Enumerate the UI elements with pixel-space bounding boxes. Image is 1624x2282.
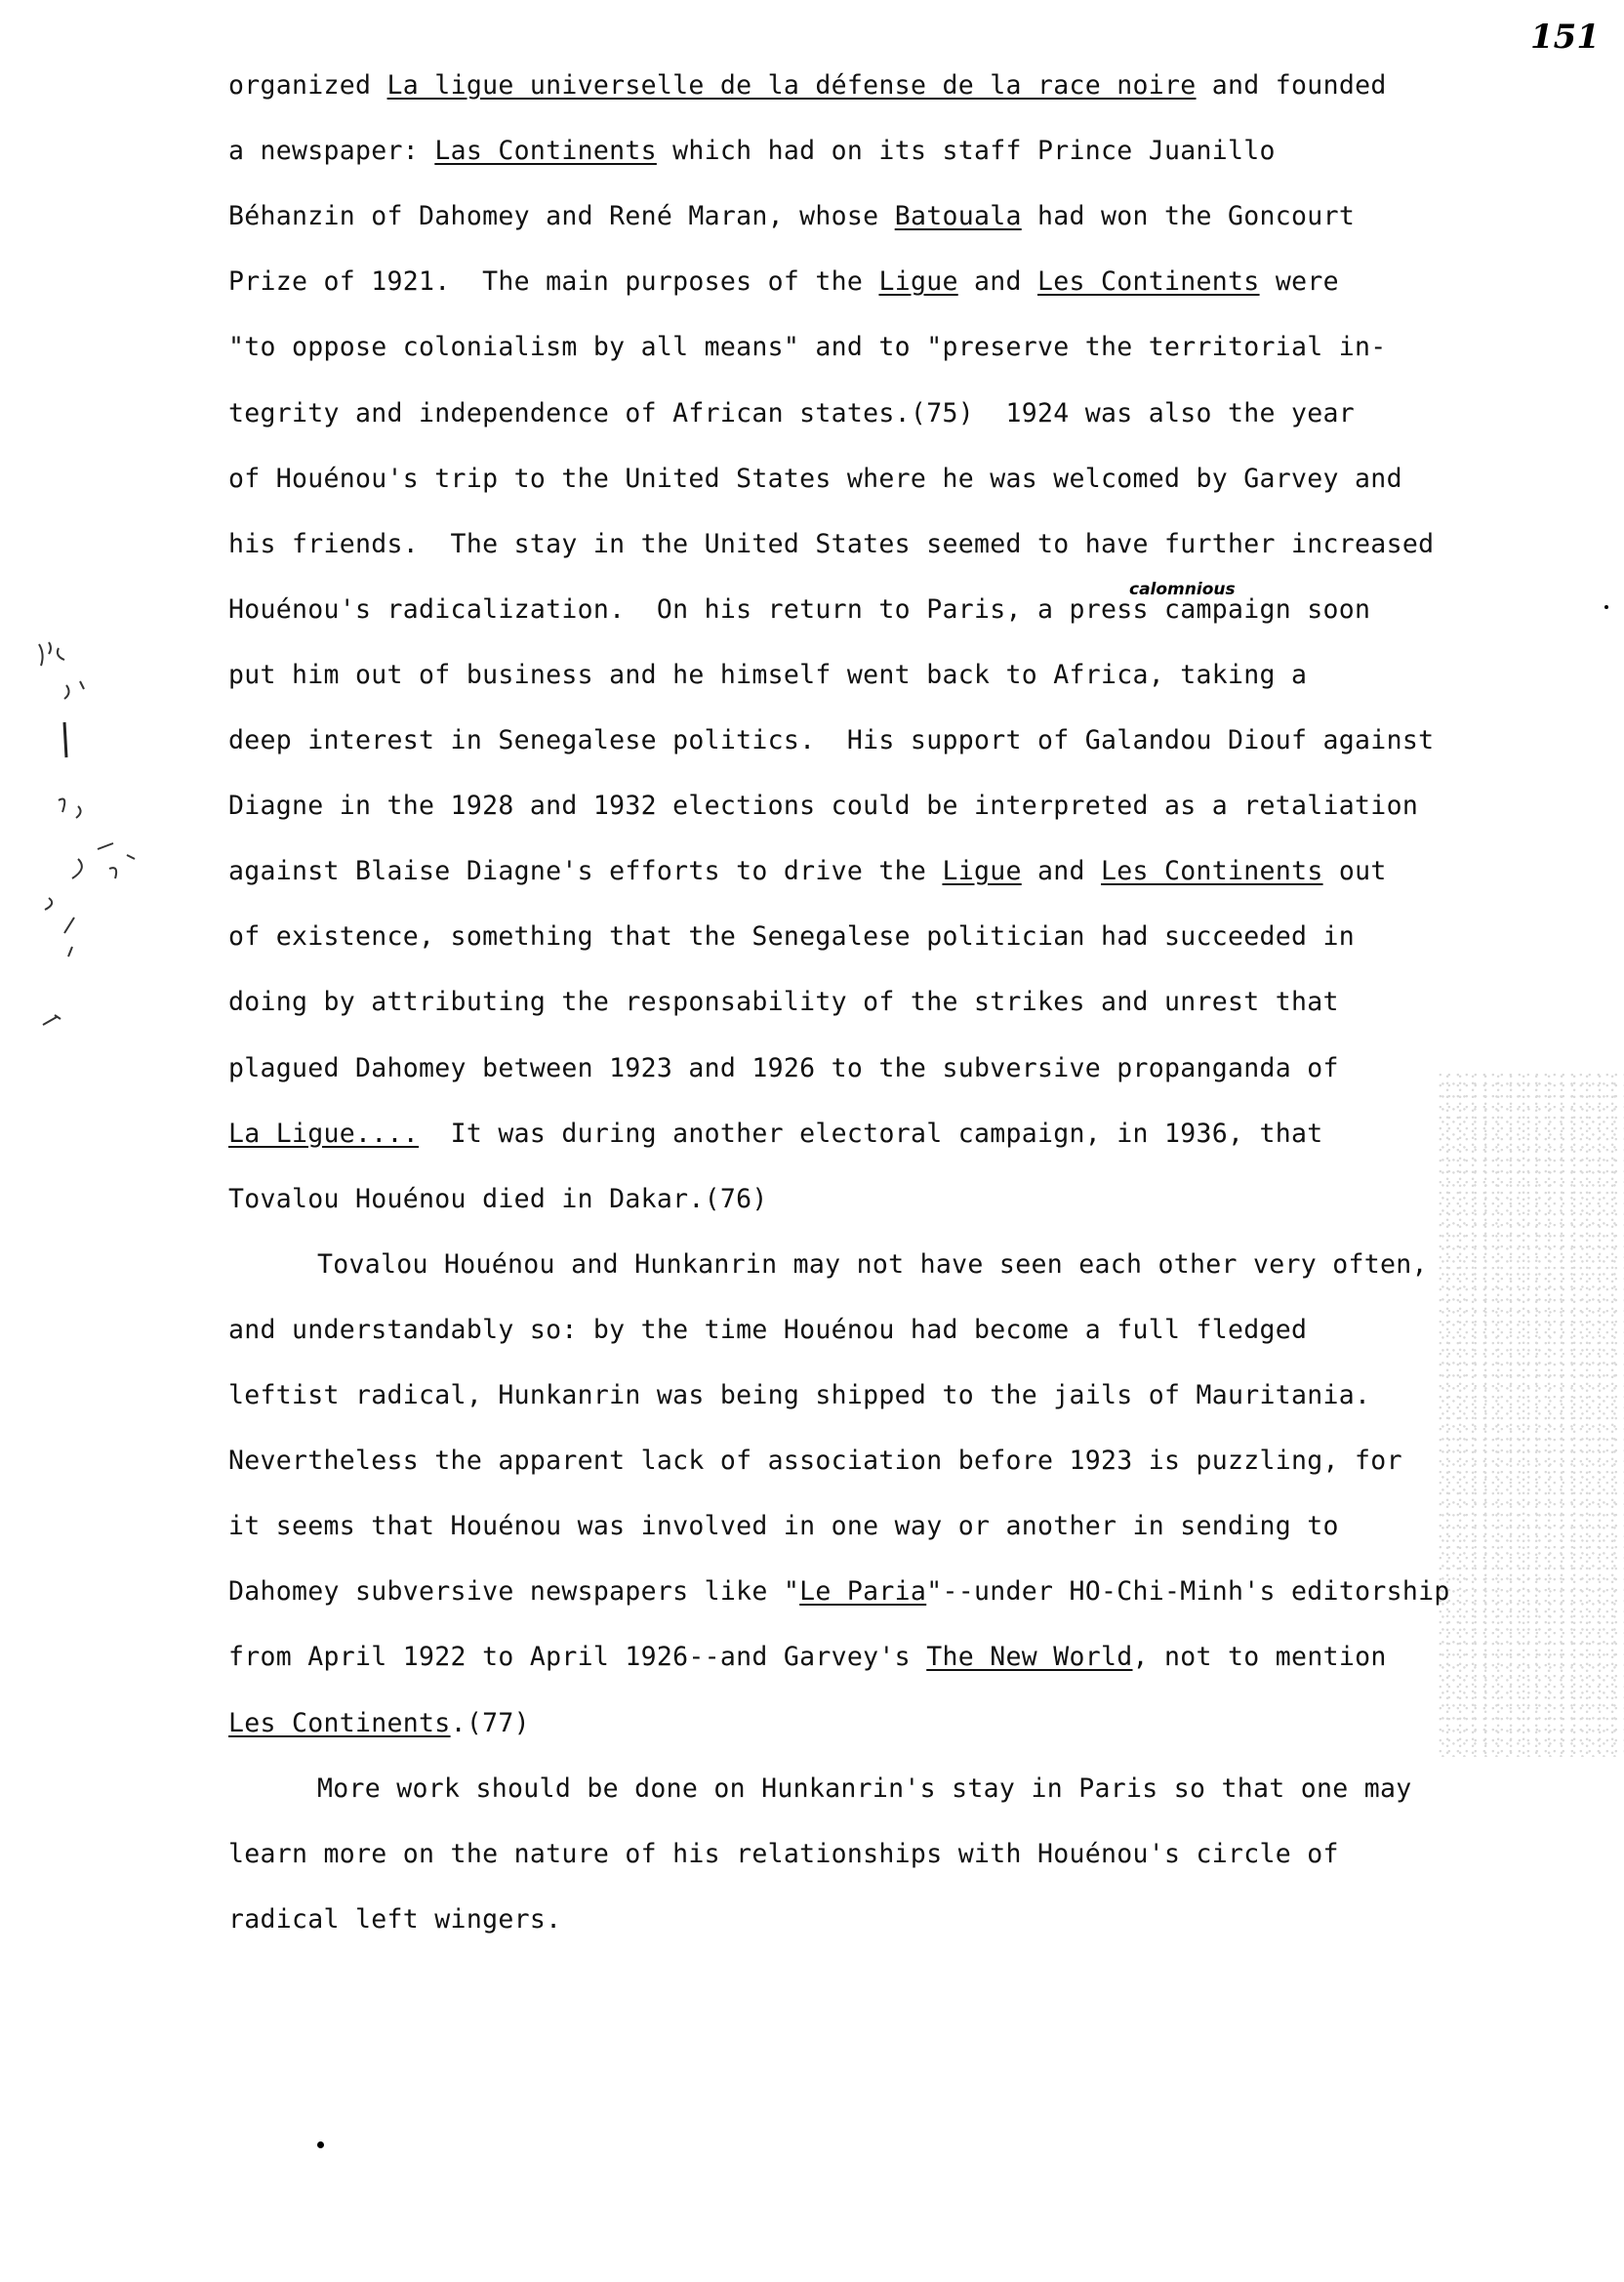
text-line (228, 1380, 1370, 1411)
text-segment: and founded (1196, 70, 1387, 101)
text-line (228, 332, 1387, 363)
text-line (228, 464, 1402, 495)
text-segment: radical left wingers. (228, 1903, 562, 1935)
text-segment: put him out of business and he himself went back to Africa, taking a (228, 659, 1308, 690)
text-segment: and (957, 266, 1037, 298)
text-segment: Nevertheless the apparent lack of association before 1923 is puzzling, for (228, 1446, 1402, 1477)
text-segment: Diagne in the 1928 and 1932 elections could be interpreted as a retaliation (228, 791, 1419, 822)
text-line (228, 856, 1387, 887)
underlined-title: The New World (926, 1642, 1133, 1673)
text-line (228, 660, 1307, 691)
text-segment: and understandably so: by the time Houénou had become a full fledged (228, 1314, 1308, 1345)
text-line (228, 1576, 1450, 1608)
ink-speck (1604, 605, 1608, 609)
text-segment: against Blaise Diagne's efforts to drive the (228, 856, 943, 887)
text-segment: More work should be done on Hunkanrin's stay in Paris so that one may (317, 1773, 1412, 1804)
text-segment: .(77) (450, 1707, 530, 1738)
text-line (228, 201, 1355, 232)
underlined-title: La ligue universelle de la défense de la race noire (386, 70, 1197, 101)
text-segment: out (1322, 856, 1387, 887)
text-line (228, 1053, 1339, 1084)
text-segment: It was during another electoral campaign, in 1936, that (419, 1118, 1323, 1149)
margin-scribble-marks (20, 634, 215, 1064)
text-line (228, 987, 1339, 1018)
text-line (228, 529, 1434, 560)
text-line (228, 1119, 1323, 1150)
underlined-title: Ligue (942, 856, 1022, 887)
text-line (228, 1708, 530, 1739)
text-segment: deep interest in Senegalese politics. His support of Galandou Diouf against (228, 725, 1435, 755)
text-segment: of existence, something that the Senegalese politician had succeeded in (228, 921, 1356, 953)
text-segment: his friends. The stay in the United States seemed to have further increased (228, 528, 1435, 559)
text-segment: from April 1922 to April 1926--and Garvey's (228, 1642, 927, 1673)
text-line (228, 1839, 1339, 1870)
underlined-title: La Ligue.... (228, 1118, 420, 1149)
text-line (317, 1773, 1412, 1805)
text-segment: a newspaper: (228, 136, 435, 167)
scan-noise (1439, 1074, 1624, 1757)
page-number: 151 (1530, 18, 1600, 57)
text-segment: Dahomey subversive newspapers like " (228, 1576, 800, 1608)
text-segment: organized (228, 70, 387, 101)
text-segment: Tovalou Houénou and Hunkanrin may not have seen each other very often, (317, 1248, 1428, 1280)
text-segment: tegrity and independence of African states.(75) 1924 was also the year (228, 397, 1356, 428)
text-line (228, 136, 1276, 167)
text-segment: which had on its staff Prince Juanillo (656, 136, 1276, 167)
text-segment: Prize of 1921. The main purposes of the (228, 266, 879, 298)
underlined-title: Les Continents (228, 1707, 451, 1738)
text-segment: , not to mention (1132, 1642, 1387, 1673)
text-line (228, 1642, 1387, 1673)
text-line (228, 398, 1355, 429)
text-line (228, 1511, 1339, 1542)
text-line (228, 1446, 1402, 1477)
underlined-title: Ligue (878, 266, 958, 298)
text-line (317, 1249, 1428, 1281)
text-segment: were (1259, 266, 1339, 298)
text-line (228, 725, 1434, 756)
underlined-title: Las Continents (434, 136, 657, 167)
text-line (228, 791, 1418, 822)
underlined-title: Le Paria (799, 1576, 927, 1608)
text-segment: Houénou's radicalization. On his return to Paris, a press campaign soon (228, 593, 1371, 625)
text-segment: leftist radical, Hunkanrin was being shipped to the jails of Mauritania. (228, 1380, 1371, 1410)
text-segment: "to oppose colonialism by all means" and to "preserve the territorial in- (228, 332, 1387, 363)
handwritten-annotation: calomnious (1129, 580, 1236, 599)
text-segment: Tovalou Houénou died in Dakar.(76) (228, 1183, 768, 1214)
text-segment: it seems that Houénou was involved in one way or another in sending to (228, 1511, 1339, 1542)
text-line (228, 70, 1387, 102)
underlined-title: Batouala (894, 201, 1022, 232)
underlined-title: Les Continents (1101, 856, 1323, 887)
text-line (228, 594, 1370, 626)
text-segment: had won the Goncourt (1021, 201, 1356, 232)
text-segment: learn more on the nature of his relationships with Houénou's circle of (228, 1838, 1339, 1869)
text-line (228, 921, 1355, 953)
text-line (228, 1184, 768, 1215)
text-segment: and (1021, 856, 1102, 887)
text-line (228, 1315, 1307, 1346)
text-segment: plagued Dahomey between 1923 and 1926 to the subversive propanganda of (228, 1052, 1339, 1083)
underlined-title: Les Continents (1037, 266, 1260, 298)
text-segment: of Houénou's trip to the United States where he was welcomed by Garvey and (228, 463, 1402, 494)
text-segment: doing by attributing the responsability of the strikes and unrest that (228, 987, 1339, 1018)
ink-speck (317, 2141, 324, 2148)
text-line (228, 1904, 561, 1936)
text-line (228, 266, 1339, 298)
text-segment: Béhanzin of Dahomey and René Maran, whose (228, 201, 895, 232)
text-segment: "--under HO-Chi-Minh's editorship (926, 1576, 1450, 1608)
